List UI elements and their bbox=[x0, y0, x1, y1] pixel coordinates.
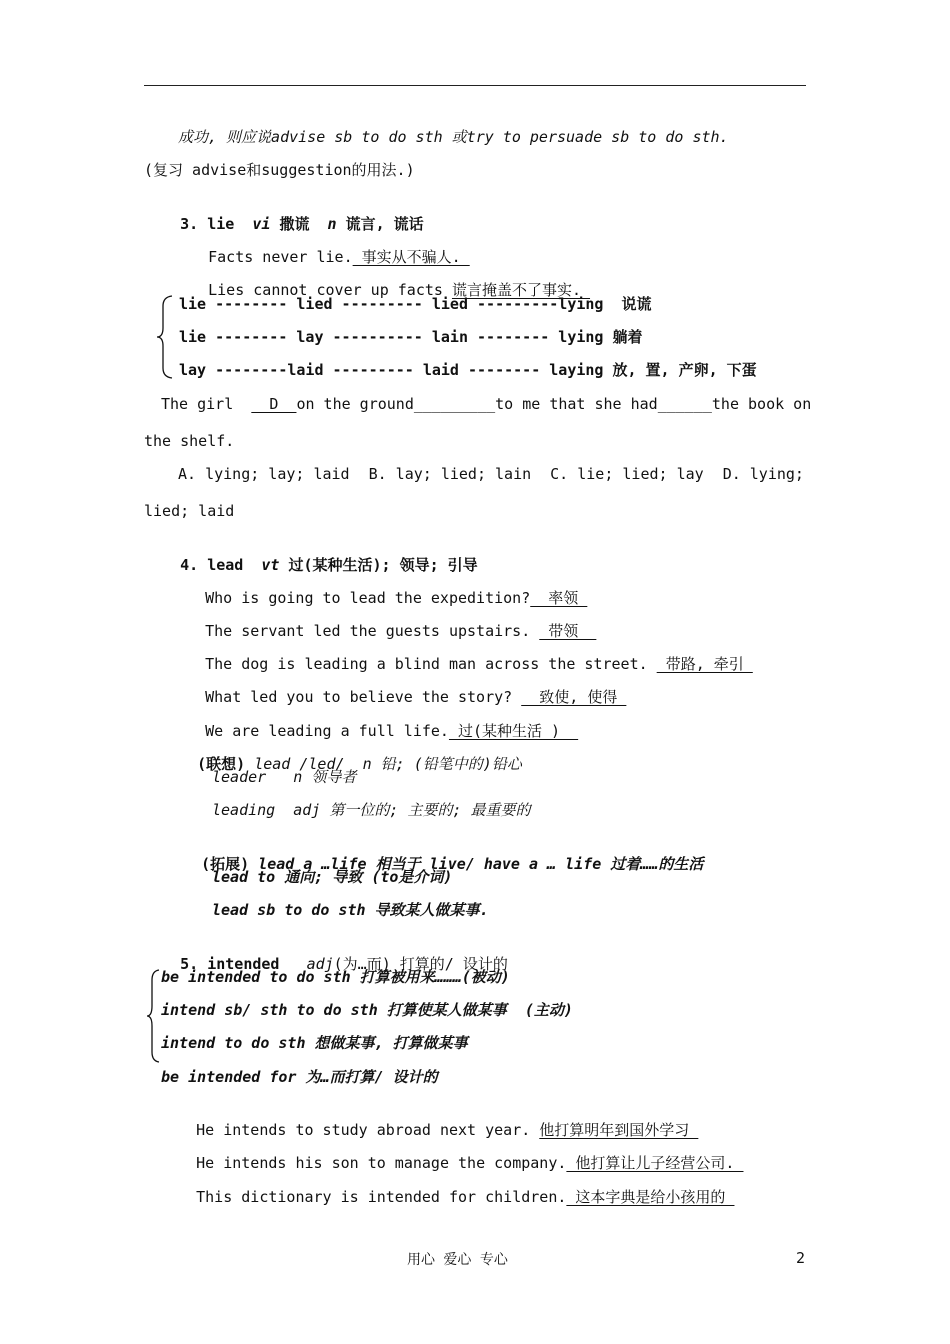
q-text: on the ground bbox=[296, 395, 414, 413]
brace-icon bbox=[146, 968, 162, 1064]
association-label: (联想) bbox=[197, 755, 246, 773]
example-cn: 过(某种生活 ) bbox=[448, 722, 579, 740]
heading-word: 5. intended bbox=[180, 955, 280, 973]
meaning: 谎言, 谎话 bbox=[345, 215, 424, 233]
extension-line: lead sb to do sth 导致某人做某事. bbox=[212, 901, 489, 919]
q-text: the book on bbox=[711, 395, 812, 413]
example-en: Who is going to lead the expedition? bbox=[205, 589, 531, 607]
usage-pattern: be intended to do sth 打算被用来………(被动) bbox=[161, 968, 510, 986]
brace-icon bbox=[156, 294, 176, 380]
example-en: We are leading a full life. bbox=[205, 722, 449, 740]
exercise-options-cont: lied; laid bbox=[144, 502, 235, 520]
example-en: He intends his son to manage the company. bbox=[196, 1154, 567, 1172]
q-text: The girl bbox=[161, 395, 234, 413]
association-text: lead /led/ n 铅; (铅笔中的)铅心 bbox=[254, 755, 522, 773]
answer-blank: ______ bbox=[657, 395, 712, 413]
usage-pattern: intend sb/ sth to do sth 打算使某人做某事 (主动) bbox=[161, 1001, 573, 1019]
heading-word: 4. lead bbox=[180, 556, 244, 574]
option-d: D. lying; bbox=[722, 465, 804, 483]
example-en: Facts never lie. bbox=[208, 248, 353, 266]
extension-label: (拓展) bbox=[201, 855, 250, 873]
header-rule bbox=[144, 85, 806, 86]
text-line: (复习 advise和suggestion的用法.) bbox=[144, 161, 415, 179]
association-line: leading adj 第一位的; 主要的; 最重要的 bbox=[212, 801, 531, 819]
example-en: What led you to believe the story? bbox=[205, 688, 522, 706]
example-cn: 带领 bbox=[539, 622, 597, 640]
page-number: 2 bbox=[796, 1249, 806, 1267]
example-cn: 他打算明年到国外学习 bbox=[539, 1121, 699, 1139]
example-cn: 率领 bbox=[530, 589, 588, 607]
example-cn: 致使, 使得 bbox=[521, 688, 627, 706]
example-en: The servant led the guests upstairs. bbox=[205, 622, 540, 640]
meaning: (为…而) 打算的/ 设计的 bbox=[333, 955, 508, 973]
heading-word: 3. lie bbox=[180, 215, 235, 233]
exercise-question bbox=[161, 394, 812, 414]
text-line: 成功, 则应说advise sb to do sth 或try to persuade sb to do sth. bbox=[178, 128, 729, 146]
example-cn: 事实从不骗人. bbox=[352, 248, 470, 266]
usage-pattern: intend to do sth 想做某事, 打算做某事 bbox=[161, 1034, 468, 1052]
answer-blank: D bbox=[251, 395, 297, 413]
meaning: 撒谎 bbox=[279, 215, 310, 233]
example-sentence bbox=[160, 1167, 734, 1227]
extension-text: lead a …life 相当于 live/ have a … life 过着……的生活 bbox=[258, 855, 704, 873]
usage-pattern: be intended for 为…而打算/ 设计的 bbox=[161, 1068, 438, 1086]
option-a: A. lying; lay; laid bbox=[178, 465, 350, 483]
example-cn: 谎言掩盖不了事实. bbox=[451, 281, 591, 299]
footer-motto: 用心 爱心 专心 bbox=[407, 1252, 508, 1268]
verb-forms-line: lie -------- lied --------- lied ---------lying 说谎 bbox=[179, 295, 652, 313]
example-en: The dog is leading a blind man across the street. bbox=[205, 655, 657, 673]
option-b: B. lay; lied; lain bbox=[368, 465, 532, 483]
part-of-speech: vt bbox=[261, 556, 280, 574]
exercise-options bbox=[178, 464, 804, 484]
part-of-speech: n bbox=[327, 215, 337, 233]
example-cn: 他打算让儿子经营公司. bbox=[566, 1154, 744, 1172]
extension-line: lead to 通向; 导致 (to是介词) bbox=[212, 868, 453, 886]
option-c: C. lie; lied; lay bbox=[550, 465, 704, 483]
verb-forms-line: lay --------laid --------- laid -------- laying 放, 置, 产卵, 下蛋 bbox=[179, 361, 757, 379]
example-en: Lies cannot cover up facts bbox=[208, 281, 452, 299]
exercise-question-cont: the shelf. bbox=[144, 432, 235, 450]
meaning: 过(某种生活); 领导; 引导 bbox=[288, 556, 478, 574]
verb-forms-line: lie -------- lay ---------- lain -------- lying 躺着 bbox=[179, 328, 643, 346]
association-line: leader n 领导者 bbox=[212, 768, 357, 786]
example-cn: 带路, 牵引 bbox=[656, 655, 753, 673]
q-text: to me that she had bbox=[495, 395, 658, 413]
part-of-speech: vi bbox=[252, 215, 271, 233]
part-of-speech: adj bbox=[306, 955, 334, 973]
answer-blank: _________ bbox=[413, 395, 496, 413]
example-en: This dictionary is intended for children. bbox=[196, 1188, 567, 1206]
example-cn: 这本字典是给小孩用的 bbox=[566, 1188, 735, 1206]
example-en: He intends to study abroad next year. bbox=[196, 1121, 540, 1139]
